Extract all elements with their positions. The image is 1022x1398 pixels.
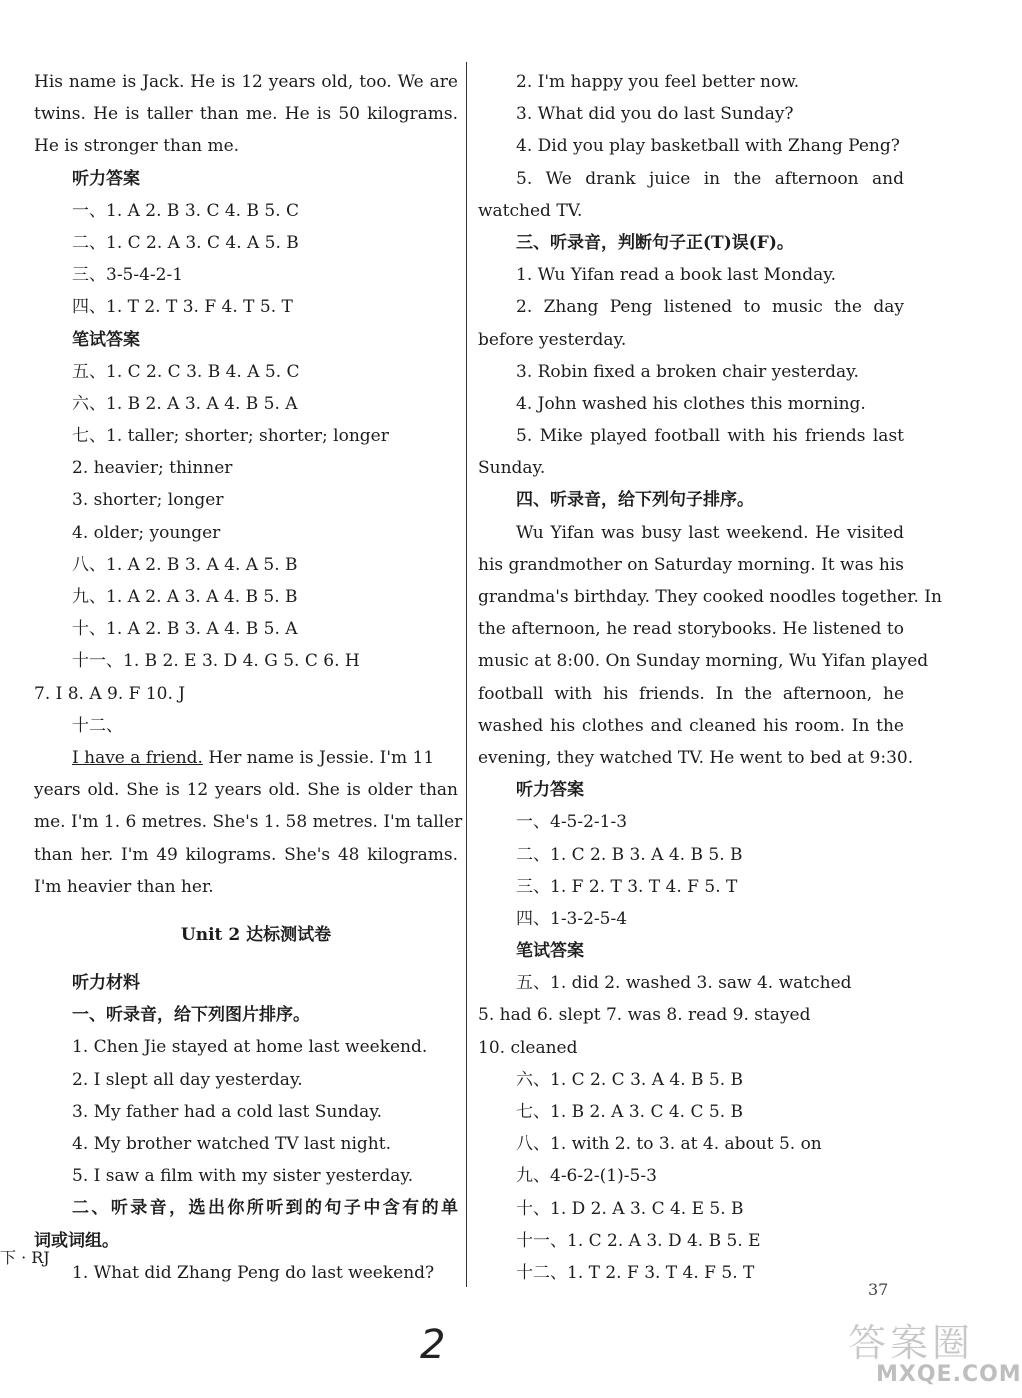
watermark-mark-icon: 答案圈 xyxy=(848,1321,975,1365)
left-column xyxy=(34,66,463,1289)
answer-line: 四、1. T 2. T 3. F 4. T 5. T xyxy=(72,297,293,318)
answer-line: 十、1. D 2. A 3. C 4. E 5. B xyxy=(516,1198,744,1219)
text-line: 4. John washed his clothes this morning. xyxy=(516,393,866,414)
text-line: 2. Zhang Peng listened to music the day xyxy=(516,297,904,318)
text-line: than her. I'm 49 kilograms. She's 48 kilograms. xyxy=(34,844,458,865)
answer-line: 五、1. C 2. C 3. B 4. A 5. C xyxy=(72,361,300,382)
section-heading: 笔试答案 xyxy=(516,941,584,962)
text-line: 5. I saw a film with my sister yesterday. xyxy=(72,1166,414,1187)
text-line: 4. Did you play basketball with Zhang Peng? xyxy=(516,136,900,157)
answer-line: 三、3-5-4-2-1 xyxy=(72,265,184,286)
text-line: 1. Chen Jie stayed at home last weekend. xyxy=(72,1037,428,1058)
text-line: 5. We drank juice in the afternoon and xyxy=(516,168,904,189)
handwritten-number: 2 xyxy=(420,1322,446,1368)
page-number: 37 xyxy=(868,1280,889,1299)
answer-line: 十、1. A 2. B 3. A 4. B 5. A xyxy=(72,619,298,640)
section-heading: 听力答案 xyxy=(516,780,584,801)
answer-line: 二、1. C 2. A 3. C 4. A 5. B xyxy=(72,232,299,253)
text-line: music at 8:00. On Sunday morning, Wu Yifan played xyxy=(478,651,929,672)
answer-line: 二、1. C 2. B 3. A 4. B 5. B xyxy=(516,844,743,865)
question-heading: 词或词组。 xyxy=(34,1230,119,1251)
column-divider xyxy=(466,62,467,1287)
answer-line: 四、1-3-2-5-4 xyxy=(516,908,628,929)
text-line: I'm heavier than her. xyxy=(34,876,214,897)
answer-line: 10. cleaned xyxy=(478,1037,578,1058)
text-line: 1. What did Zhang Peng do last weekend? xyxy=(72,1262,435,1283)
text-span: Her name is Jessie. I'm 11 xyxy=(208,747,435,768)
text-line: 3. What did you do last Sunday? xyxy=(516,104,794,125)
text-line: his grandmother on Saturday morning. It was his xyxy=(478,554,904,575)
answer-line: 5. had 6. slept 7. was 8. read 9. stayed xyxy=(478,1005,811,1026)
answer-line: 一、1. A 2. B 3. C 4. B 5. C xyxy=(72,200,300,221)
underlined-phrase: I have a friend. xyxy=(72,747,203,768)
answer-line: 七、1. B 2. A 3. C 4. C 5. B xyxy=(516,1102,744,1122)
watermark-logo xyxy=(844,1304,1022,1394)
text-line: grandma's birthday. They cooked noodles together. In xyxy=(478,587,942,607)
answer-line: 八、1. A 2. B 3. A 4. A 5. B xyxy=(72,554,298,575)
unit-title: Unit 2 达标测试卷 xyxy=(180,924,332,945)
answer-line: 七、1. taller; shorter; shorter; longer xyxy=(72,426,389,447)
answer-line: 十二、 xyxy=(72,715,123,736)
text-line: evening, they watched TV. He went to bed at 9:30. xyxy=(478,747,914,768)
answer-line: 十一、1. B 2. E 3. D 4. G 5. C 6. H xyxy=(72,651,360,672)
text-line: 1. Wu Yifan read a book last Monday. xyxy=(516,265,836,286)
text-line: twins. He is taller than me. He is 50 kilograms. xyxy=(34,104,458,125)
answer-line: 一、4-5-2-1-3 xyxy=(516,812,628,833)
section-heading: 听力答案 xyxy=(72,168,140,189)
text-line: 3. My father had a cold last Sunday. xyxy=(72,1101,383,1122)
book-code: 下 · RJ xyxy=(0,1248,50,1267)
question-heading: 三、听录音，判断句子正(T)误(F)。 xyxy=(516,232,794,253)
text-line: 2. I'm happy you feel better now. xyxy=(516,72,800,92)
text-line: watched TV. xyxy=(478,200,583,221)
text-line xyxy=(34,742,458,774)
text-line: football with his friends. In the afternoon, he xyxy=(478,683,904,704)
question-heading: 四、听录音，给下列句子排序。 xyxy=(516,490,754,511)
text-line: before yesterday. xyxy=(478,329,627,350)
answer-line: 六、1. C 2. C 3. A 4. B 5. B xyxy=(516,1069,744,1090)
answer-line: 4. older; younger xyxy=(72,522,221,543)
text-line: 4. My brother watched TV last night. xyxy=(72,1134,391,1154)
answer-line: 十二、1. T 2. F 3. T 4. F 5. T xyxy=(516,1262,755,1283)
text-line: His name is Jack. He is 12 years old, too. We are xyxy=(34,72,458,92)
text-line: Sunday. xyxy=(478,458,546,479)
text-line: years old. She is 12 years old. She is older than xyxy=(34,780,458,801)
right-column xyxy=(478,66,942,1289)
section-heading: 笔试答案 xyxy=(72,329,140,350)
answer-line: 三、1. F 2. T 3. T 4. F 5. T xyxy=(516,876,738,897)
question-heading: 一、听录音，给下列图片排序。 xyxy=(72,1005,310,1026)
text-line: the afternoon, he read storybooks. He listened to xyxy=(478,619,904,640)
answer-line: 六、1. B 2. A 3. A 4. B 5. A xyxy=(72,393,298,414)
text-line: me. I'm 1. 6 metres. She's 1. 58 metres. I'm taller xyxy=(34,812,463,833)
text-line: Wu Yifan was busy last weekend. He visited xyxy=(516,522,904,543)
answer-line: 九、4-6-2-(1)-5-3 xyxy=(516,1166,657,1187)
answer-line: 2. heavier; thinner xyxy=(72,458,233,479)
watermark-text: MXQE.COM xyxy=(876,1362,1022,1387)
answer-line: 九、1. A 2. A 3. A 4. B 5. B xyxy=(72,587,298,607)
answer-line: 3. shorter; longer xyxy=(72,490,224,511)
text-line: 3. Robin fixed a broken chair yesterday. xyxy=(516,361,859,382)
answer-line: 十一、1. C 2. A 3. D 4. B 5. E xyxy=(516,1230,761,1251)
answer-line: 7. I 8. A 9. F 10. J xyxy=(34,683,186,704)
section-heading: 听力材料 xyxy=(72,973,140,994)
text-line: He is stronger than me. xyxy=(34,136,240,157)
text-line: 2. I slept all day yesterday. xyxy=(72,1069,303,1090)
question-heading: 二、听录音，选出你所听到的句子中含有的单 xyxy=(72,1198,458,1219)
answer-line: 八、1. with 2. to 3. at 4. about 5. on xyxy=(516,1134,822,1155)
text-line: washed his clothes and cleaned his room. In the xyxy=(478,715,904,736)
answer-line: 五、1. did 2. washed 3. saw 4. watched xyxy=(516,973,852,994)
text-line: 5. Mike played football with his friends last xyxy=(516,426,904,447)
